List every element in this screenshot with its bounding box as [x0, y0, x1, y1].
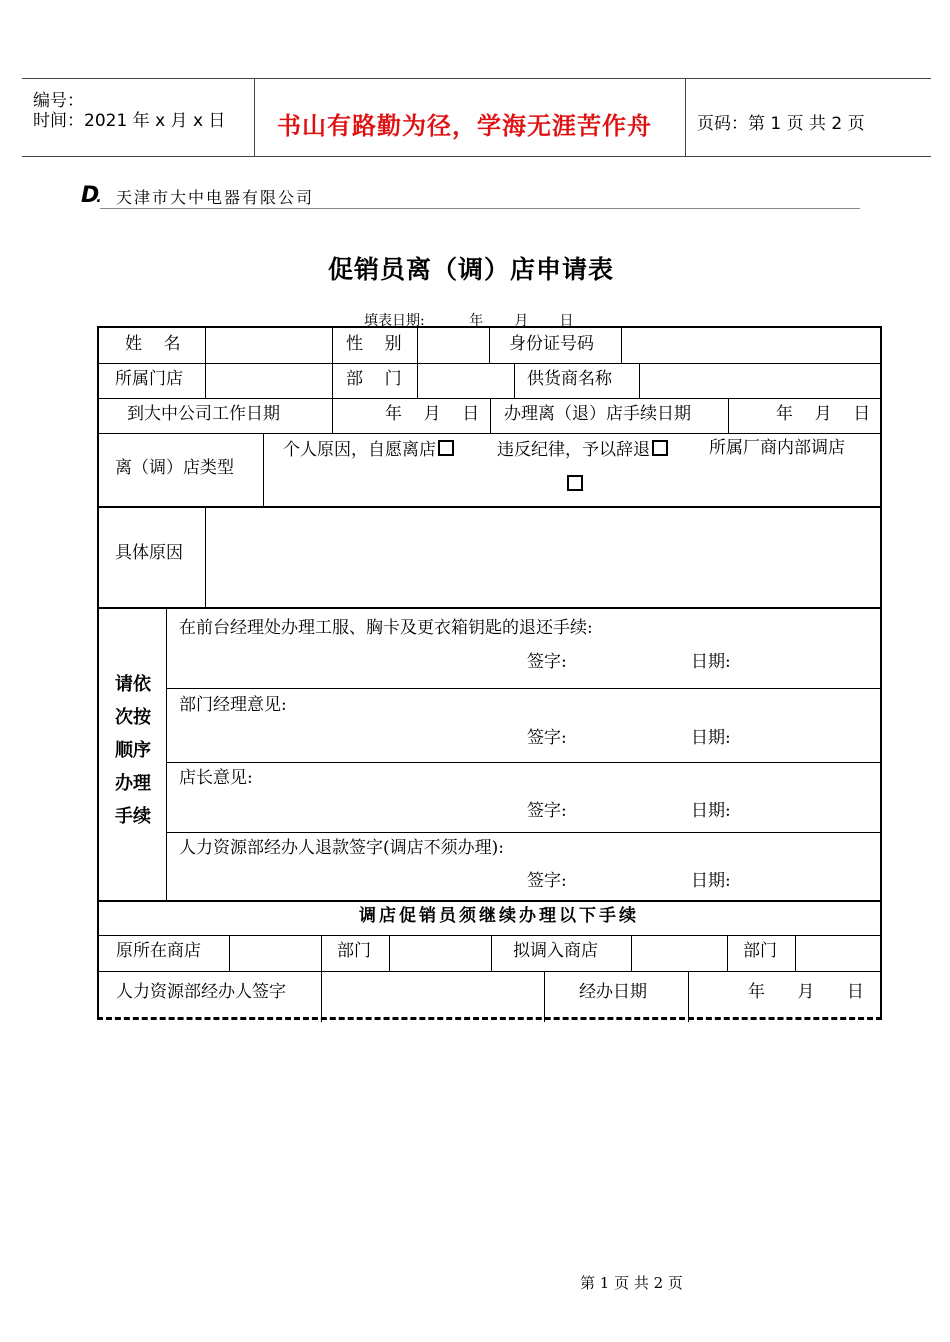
company-logo: D. — [81, 183, 99, 208]
col-divider — [321, 935, 322, 971]
header-divider — [685, 78, 686, 157]
col-divider — [491, 935, 492, 971]
col-divider — [263, 433, 264, 506]
sign-label: 签字: — [527, 728, 567, 748]
form-title: 促销员离（调）店申请表 — [328, 255, 615, 284]
date-label: 日期: — [691, 801, 731, 821]
specific-reason-label: 具体原因 — [115, 543, 183, 563]
sign-label: 签字: — [527, 871, 567, 891]
row-divider — [166, 832, 882, 833]
date-label: 日期: — [691, 652, 731, 672]
supplier-label: 供货商名称 — [527, 369, 612, 389]
header-top-rule — [22, 78, 931, 79]
col-divider — [417, 363, 418, 398]
sign-label: 签字: — [527, 652, 567, 672]
col-divider — [688, 971, 689, 1022]
page-footer: 第 1 页 共 2 页 — [580, 1274, 683, 1292]
col-divider — [728, 398, 729, 433]
department-label: 部门 — [337, 941, 371, 961]
step-dept-manager: 部门经理意见: — [179, 695, 287, 715]
col-divider — [205, 506, 206, 607]
col-divider — [514, 363, 515, 398]
col-divider — [490, 398, 491, 433]
col-divider — [631, 935, 632, 971]
col-divider — [489, 328, 490, 363]
store-label: 所属门店 — [115, 369, 183, 389]
col-divider — [727, 935, 728, 971]
col-divider — [639, 363, 640, 398]
row-divider — [99, 900, 882, 902]
date-label: 日期: — [691, 728, 731, 748]
gender-label: 性 别 — [346, 334, 402, 354]
application-form — [97, 326, 882, 1020]
col-divider — [544, 971, 545, 1022]
leave-date-label: 办理离（退）店手续日期 — [504, 404, 691, 424]
work-start-ymd: 年 月 日 — [385, 404, 480, 424]
company-rule — [100, 208, 860, 209]
col-divider — [389, 935, 390, 971]
leave-ymd: 年 月 日 — [776, 404, 871, 424]
row-divider — [99, 506, 882, 508]
col-divider — [321, 971, 322, 1022]
time-label: 时间：2021 年 x 月 x 日 — [33, 111, 226, 131]
date-label: 日期: — [691, 871, 731, 891]
row-divider — [166, 762, 882, 763]
original-store-label: 原所在商店 — [116, 941, 201, 961]
checkbox-icon[interactable] — [567, 475, 583, 491]
col-divider — [621, 328, 622, 363]
number-label: 编号： — [33, 91, 84, 111]
name-label: 姓 名 — [125, 334, 181, 354]
hr-signature-label: 人力资源部经办人签字 — [116, 982, 286, 1002]
row-divider — [99, 971, 882, 972]
step-hr-refund: 人力资源部经办人退款签字(调店不须办理): — [179, 838, 504, 858]
step-store-manager: 店长意见: — [179, 768, 253, 788]
col-divider — [205, 328, 206, 363]
col-divider — [332, 398, 333, 433]
col-divider — [417, 328, 418, 363]
col-divider — [229, 935, 230, 971]
leave-type-option-personal[interactable]: 个人原因，自愿离店 — [283, 440, 454, 459]
col-divider — [205, 363, 206, 398]
department-label: 部门 — [743, 941, 777, 961]
checkbox-icon[interactable] — [652, 440, 668, 456]
company-name: 天津市大中电器有限公司 — [116, 188, 315, 207]
checkbox-icon[interactable] — [438, 440, 454, 456]
target-store-label: 拟调入商店 — [513, 941, 598, 961]
procedure-side-label: 请依 次按 顺序 办理 手续 — [115, 674, 151, 827]
row-divider — [99, 607, 882, 609]
leave-type-option-transfer: 所属厂商内部调店 — [709, 438, 845, 458]
row-divider — [99, 433, 882, 434]
col-divider — [332, 328, 333, 363]
id-number-label: 身份证号码 — [509, 334, 594, 354]
department-label: 部 门 — [346, 369, 402, 389]
row-divider — [99, 363, 882, 364]
handle-ymd: 年 月 日 — [748, 982, 864, 1002]
header-bottom-rule — [22, 156, 931, 157]
row-divider — [166, 688, 882, 689]
step-return-items: 在前台经理处办理工服、胸卡及更衣箱钥匙的退还手续: — [179, 618, 593, 638]
page-label: 页码：第 1 页 共 2 页 — [697, 114, 865, 134]
col-divider — [332, 363, 333, 398]
form-bottom-dashed-rule — [97, 1017, 882, 1020]
col-divider — [166, 607, 167, 900]
leave-type-label: 离（调）店类型 — [115, 458, 234, 478]
work-start-date-label: 到大中公司工作日期 — [127, 404, 280, 424]
col-divider — [795, 935, 796, 971]
handle-date-label: 经办日期 — [579, 982, 647, 1002]
leave-type-option-dismissed[interactable]: 违反纪律，予以辞退 — [497, 440, 668, 459]
fill-date: 填表日期: 年 月 日 — [364, 313, 574, 329]
header-divider — [254, 78, 255, 157]
motto: 书山有路勤为径，学海无涯苦作舟 — [277, 111, 652, 140]
transfer-section-title: 调店促销员须继续办理以下手续 — [359, 906, 639, 926]
sign-label: 签字: — [527, 801, 567, 821]
